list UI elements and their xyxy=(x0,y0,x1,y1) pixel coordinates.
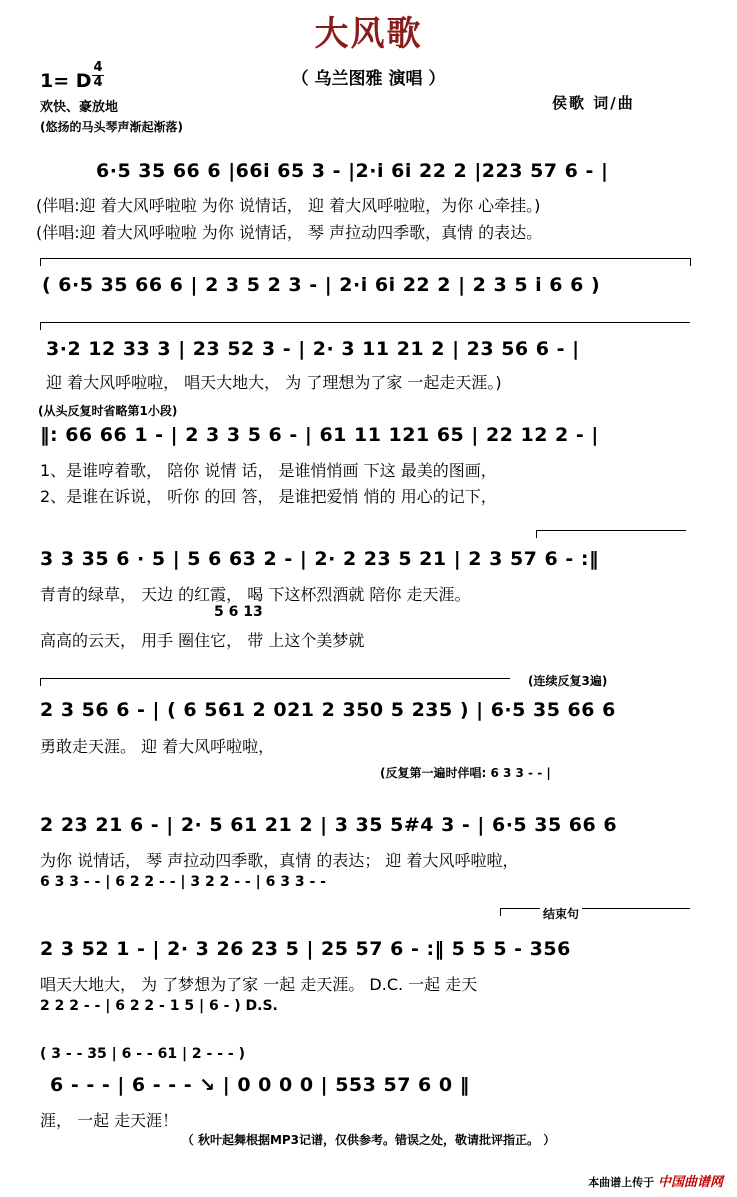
lyric-line-9: 涯， 一起 走天涯！ xyxy=(40,1111,179,1130)
notation-line-2: ( 6·5 35 66 6 | 2 3 5 2 3 - | 2·i 6i 22 2 | 2 3 5 i 6 6 ) xyxy=(42,274,601,296)
upper-voice-line-9: ( 3 - - 35 | 6 - - 61 | 2 - - - ) xyxy=(40,1046,245,1062)
time-top: 4 xyxy=(93,60,103,75)
song-title: 大风歌 xyxy=(314,14,423,54)
lyric-line-5a: 青青的绿草， 天边 的红霞， 喝 下这杯烈酒就 陪你 走天涯。 xyxy=(40,585,471,604)
notation-line-1: 6·5 35 66 6 |66i 65 3 - |2·i 6i 22 2 |223 57 6 - | xyxy=(96,160,609,182)
notation-line-4: ‖: 66 66 1 - | 2 3 3 5 6 - | 61 11 121 65 | 22 12 2 - | xyxy=(40,424,599,446)
accomp-line-8: 2 2 2 - - | 6 2 2 - 1 5 | 6 - ) D.S. xyxy=(40,998,278,1014)
lyric-line-4b: 2、是谁在诉说， 听你 的回 答， 是谁把爱悄 悄的 用心的记下， xyxy=(40,487,497,506)
alt-notation: 5 6 13 xyxy=(214,604,263,620)
time-signature xyxy=(92,61,104,90)
lyric-line-4a: 1、是谁哼着歌， 陪你 说情 话， 是谁悄悄画 下这 最美的图画， xyxy=(40,461,497,480)
key-signature: 1= D xyxy=(40,70,92,92)
notation-line-6: 2 3 56 6 - | ( 6 561 2 021 2 350 5 235 ) | 6·5 35 66 6 xyxy=(40,699,616,721)
tempo-marking: 欢快、豪放地 xyxy=(40,100,119,115)
intro-note: (悠扬的马头琴声渐起渐落) xyxy=(40,120,183,134)
repeat-note: (从头反复时省略第1小段) xyxy=(38,404,178,418)
footer-note: （ 秋叶起舞根据MP3记谱，仅供参考。错误之处，敬请批评指正。 ） xyxy=(181,1133,556,1147)
notation-line-5: 3 3 35 6 · 5 | 5 6 63 2 - | 2· 2 23 5 21 | 2 3 57 6 - :‖ xyxy=(40,548,599,570)
lyric-line-3: 迎 着大风呼啦啦， 唱天大地大， 为 了理想为了家 一起走天涯。) xyxy=(46,373,502,392)
lyric-line-1b: (伴唱:迎 着大风呼啦啦 为你 说情话， 琴 声拉动四季歌，真情 的表达。 xyxy=(36,223,543,242)
upload-credit xyxy=(588,1171,723,1190)
notation-line-9: 6 - - - | 6 - - - ↘ | 0 0 0 0 | 553 57 6 0 ‖ xyxy=(50,1074,470,1096)
time-bottom: 4 xyxy=(93,75,103,90)
credit: 侯歌 词/曲 xyxy=(552,94,635,112)
accomp-line-6: (反复第一遍时伴唱: 6 3 3 - - | xyxy=(380,766,551,780)
lyric-line-8: 唱天大地大， 为 了梦想为了家 一起 走天涯。 D.C. 一起 走天 xyxy=(40,975,478,994)
upload-text: 本曲谱上传于 xyxy=(588,1176,655,1189)
performer: （ 乌兰图雅 演唱 ） xyxy=(291,69,446,89)
lyric-line-5b: 高高的云天， 用手 圈住它， 带 上这个美梦就 xyxy=(40,631,365,650)
accomp-line-7: 6 3 3 - - | 6 2 2 - - | 3 2 2 - - | 6 3 3 - - xyxy=(40,874,326,890)
notation-line-3: 3·2 12 33 3 | 23 52 3 - | 2· 3 11 21 2 | 23 56 6 - | xyxy=(46,338,580,360)
lyric-line-6: 勇敢走天涯。 迎 着大风呼啦啦， xyxy=(40,737,275,756)
notation-line-8: 2 3 52 1 - | 2· 3 26 23 5 | 25 57 6 - :‖ 5 5 5 - 356 xyxy=(40,938,571,960)
notation-line-7: 2 23 21 6 - | 2· 5 61 21 2 | 3 35 5#4 3 - | 6·5 35 66 6 xyxy=(40,814,618,836)
lyric-line-7: 为你 说情话， 琴 声拉动四季歌，真情 的表达； 迎 着大风呼啦啦， xyxy=(40,851,519,870)
ending-label: 结束句 xyxy=(540,905,582,922)
repeat-3-note: (连续反复3遍) xyxy=(528,674,608,688)
lyric-line-1a: (伴唱:迎 着大风呼啦啦 为你 说情话， 迎 着大风呼啦啦，为你 心牵挂。) xyxy=(36,196,541,215)
site-logo: 中国曲谱网 xyxy=(657,1175,723,1190)
